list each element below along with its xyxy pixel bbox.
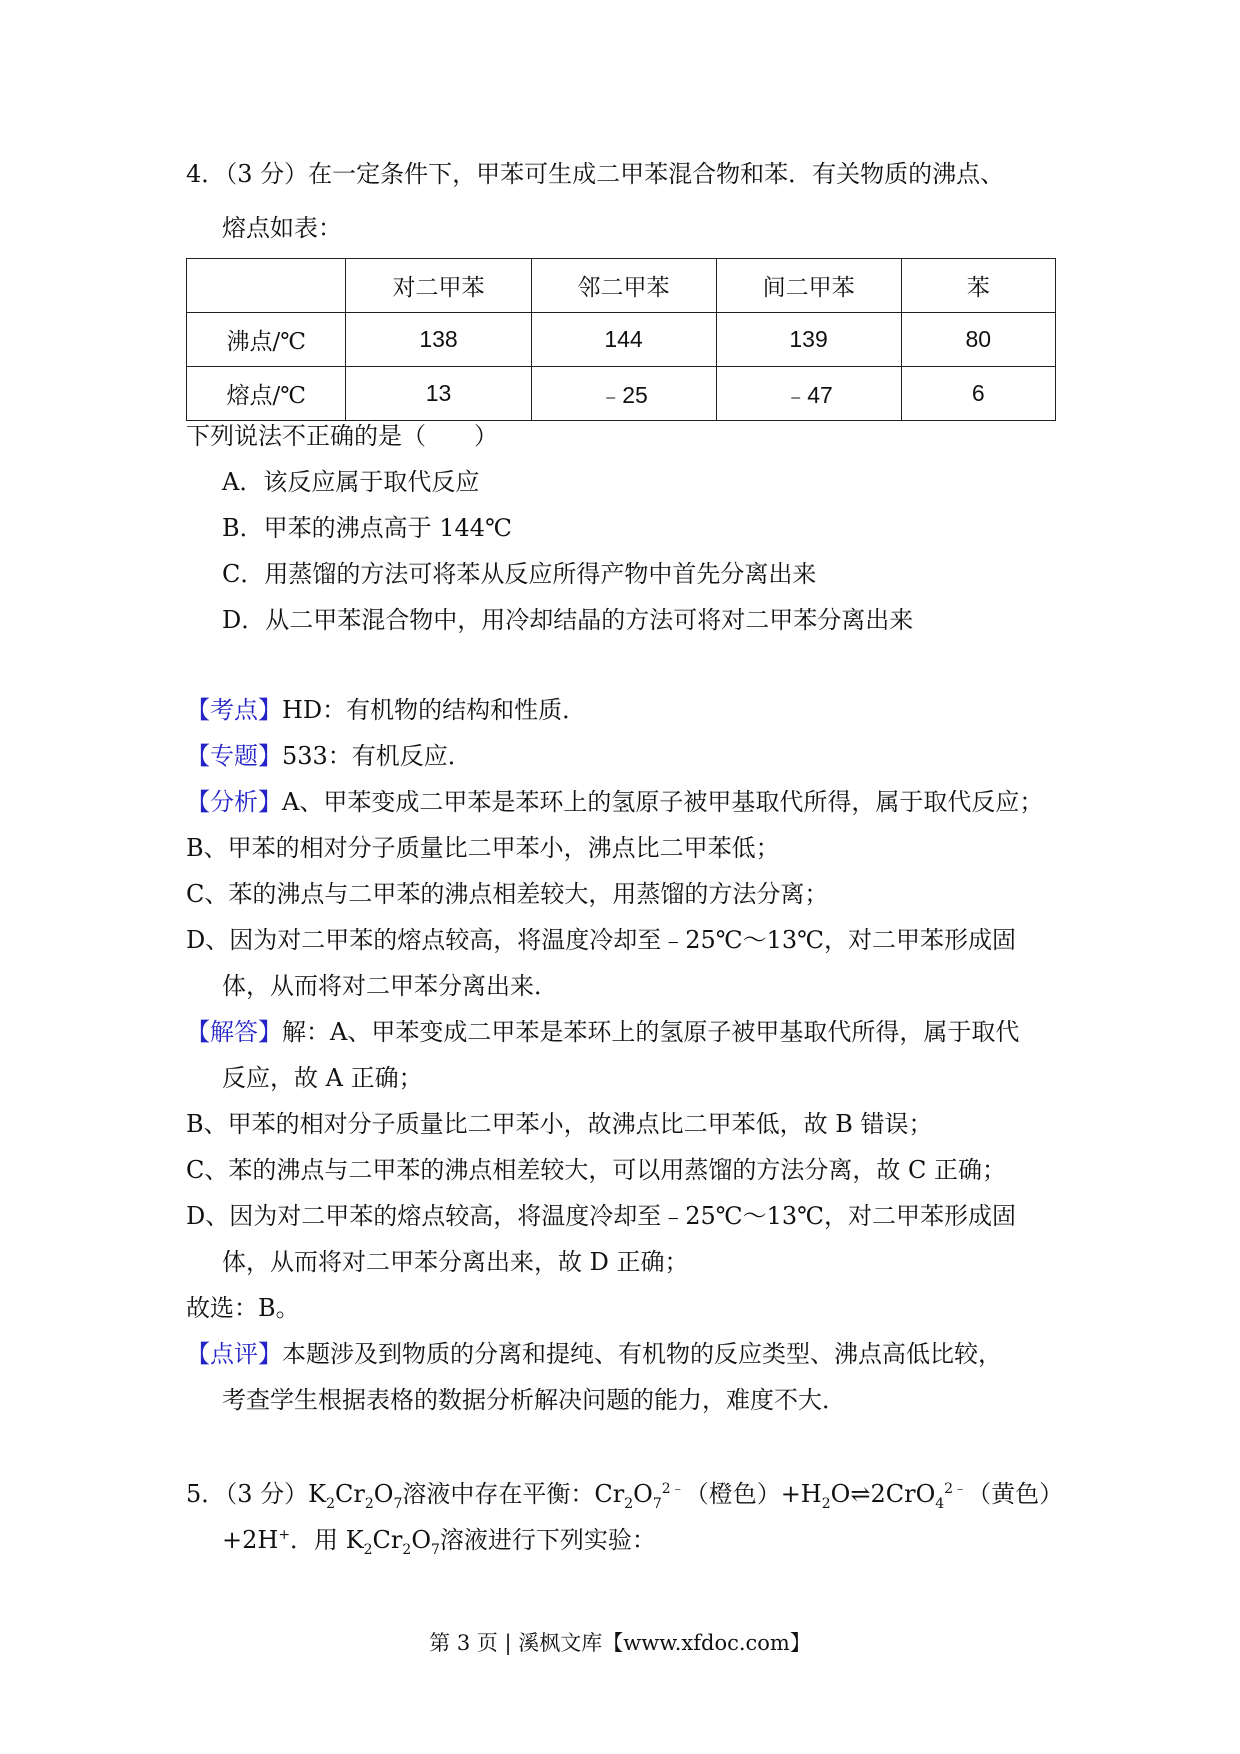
table-header-cell: 间二甲苯: [716, 259, 901, 313]
fenxi-text: D、因为对二甲苯的熔点较高，将温度冷却至﹣25℃～13℃，对二甲苯形成固: [186, 926, 1017, 954]
kaodian-line: [186, 692, 586, 728]
dianping-text: 考查学生根据表格的数据分析解决问题的能力，难度不大．: [222, 1386, 846, 1414]
table-header-row: [187, 259, 1056, 313]
table-header-cell: 苯: [901, 259, 1055, 313]
table-cell: ﹣47: [716, 367, 901, 421]
jieda-text: C、苯的沸点与二甲苯的沸点相差较大，可以用蒸馏的方法分离，故 C 正确；: [186, 1156, 1006, 1184]
table-header-cell: 邻二甲苯: [531, 259, 716, 313]
formula-k2cr2o7: $K_2Cr_2O_7$: [345, 1526, 440, 1558]
formula-k2cr2o7: $K_2Cr_2O_7$: [308, 1480, 403, 1512]
fenxi-text: C、苯的沸点与二甲苯的沸点相差较大，用蒸馏的方法分离；: [186, 880, 829, 908]
fenxi-line: [186, 784, 1043, 820]
q4-stem-line2: 熔点如表：: [222, 214, 342, 242]
table-row: [187, 367, 1056, 421]
table-cell: [187, 259, 346, 313]
table-cell: 139: [716, 313, 901, 367]
q5-prefix: 5．（3 分）: [186, 1480, 309, 1508]
q4-question: 下列说法不正确的是（ ）: [186, 422, 498, 450]
zhuanti-text: 533：有机反应．: [282, 742, 472, 770]
q4-stem-line1: 4．（3 分）在一定条件下，甲苯可生成二甲苯混合物和苯．有关物质的沸点、: [186, 160, 1005, 188]
jieda-line: [186, 1014, 1019, 1050]
table-cell: ﹣25: [531, 367, 716, 421]
kaodian-text: HD：有机物的结构和性质．: [282, 696, 587, 724]
q5-text: O⇌2CrO: [830, 1480, 936, 1508]
zhuanti-line: [186, 738, 472, 774]
fenxi-tag: 【分析】: [186, 788, 282, 816]
table-cell: 138: [346, 313, 531, 367]
dianping-tag: 【点评】: [186, 1340, 282, 1368]
jieda-text: 体，从而将对二甲苯分离出来，故 D 正确；: [222, 1248, 689, 1276]
option-b: B．甲苯的沸点高于 144℃: [222, 514, 512, 542]
q5-text: +2H: [222, 1526, 279, 1554]
kaodian-tag: 【考点】: [186, 696, 282, 724]
dianping-line: [186, 1336, 1002, 1372]
properties-table: [186, 258, 1056, 421]
option-c: C．用蒸馏的方法可将苯从反应所得产物中首先分离出来: [222, 560, 817, 588]
answer-text: 故选：B。: [186, 1294, 300, 1322]
table-cell: 13: [346, 367, 531, 421]
formula-cr2o7: $Cr_2O_7^{2﹣}$: [594, 1480, 685, 1512]
jieda-text: B、甲苯的相对分子质量比二甲苯小，故沸点比二甲苯低，故 B 错误；: [186, 1110, 933, 1138]
option-d: D．从二甲苯混合物中，用冷却结晶的方法可将对二甲苯分离出来: [222, 606, 914, 634]
page-footer: 第 3 页 | 溪枫文库【www.xfdoc.com】: [429, 1631, 811, 1655]
jieda-text: D、因为对二甲苯的熔点较高，将温度冷却至﹣25℃～13℃，对二甲苯形成固: [186, 1202, 1017, 1230]
q5-text: （黄色）: [967, 1480, 1064, 1508]
jieda-text: 解：A、甲苯变成二甲苯是苯环上的氢原子被甲基取代所得，属于取代: [282, 1018, 1020, 1046]
row-label: 沸点/℃: [187, 313, 346, 367]
fenxi-text: A、甲苯变成二甲苯是苯环上的氢原子被甲基取代所得，属于取代反应；: [282, 788, 1044, 816]
table-cell: 6: [901, 367, 1055, 421]
q5-text: （橙色）+H: [684, 1480, 822, 1508]
fenxi-text: B、甲苯的相对分子质量比二甲苯小，沸点比二甲苯低；: [186, 834, 780, 862]
jieda-tag: 【解答】: [186, 1018, 282, 1046]
table-header-cell: 对二甲苯: [346, 259, 531, 313]
q5-stem-line2: +2H+．用 $K_2Cr_2O_7$溶液进行下列实验：: [222, 1526, 656, 1558]
q5-stem-line1: 5．（3 分）$K_2Cr_2O_7$溶液中存在平衡：$Cr_2O_7^{2﹣}$（橙色）$+H_2O\rightleftharpoons 2CrO_4^{2﹣}$（黄色）: [186, 1480, 1064, 1512]
option-a: A．该反应属于取代反应: [222, 468, 480, 496]
row-label: 熔点/℃: [187, 367, 346, 421]
q5-text: 溶液中存在平衡：: [402, 1480, 595, 1508]
fenxi-text: 体，从而将对二甲苯分离出来．: [222, 972, 558, 1000]
zhuanti-tag: 【专题】: [186, 742, 282, 770]
table-row: [187, 313, 1056, 367]
dianping-text: 本题涉及到物质的分离和提纯、有机物的反应类型、沸点高低比较，: [282, 1340, 1002, 1368]
q5-text: 溶液进行下列实验：: [439, 1526, 656, 1554]
jieda-text: 反应，故 A 正确；: [222, 1064, 423, 1092]
table-cell: 80: [901, 313, 1055, 367]
q5-text: ．用: [290, 1526, 346, 1554]
table-cell: 144: [531, 313, 716, 367]
